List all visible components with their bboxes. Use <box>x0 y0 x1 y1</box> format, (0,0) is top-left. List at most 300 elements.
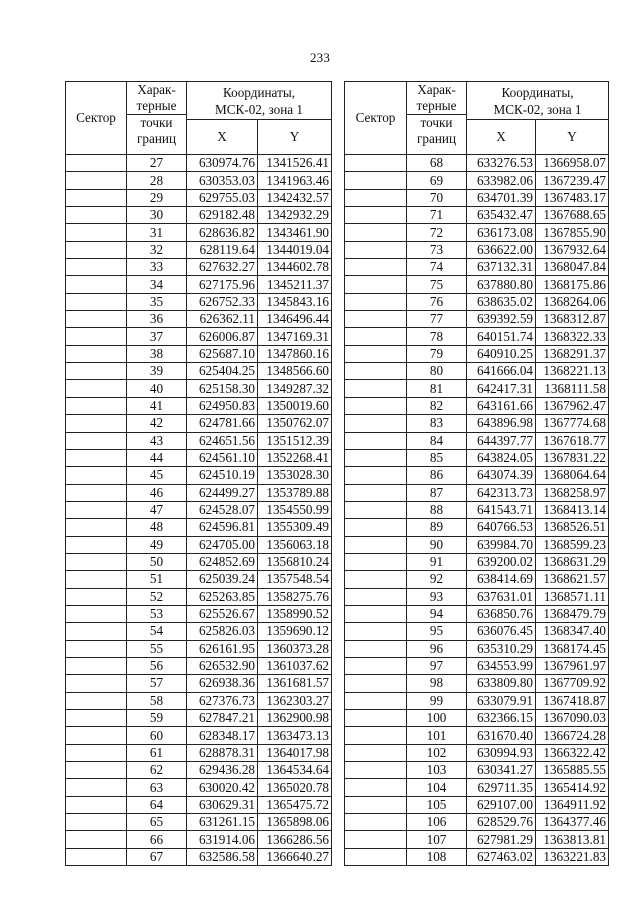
cell-y: 1347860.16 <box>258 345 332 362</box>
cell-point-number: 74 <box>407 259 467 276</box>
table-row <box>345 449 609 466</box>
cell-point-number: 72 <box>407 224 467 241</box>
cell-x: 630341.27 <box>467 762 536 779</box>
table-row <box>66 259 332 276</box>
table-row <box>66 848 332 865</box>
cell-y: 1364377.46 <box>536 814 609 831</box>
table-row <box>66 536 332 553</box>
cell-sector <box>66 432 127 449</box>
cell-x: 629711.35 <box>467 779 536 796</box>
table-row <box>345 710 609 727</box>
cell-point-number: 98 <box>407 675 467 692</box>
header-x: X <box>187 120 258 155</box>
cell-point-number: 69 <box>407 172 467 189</box>
cell-y: 1366958.07 <box>536 155 609 172</box>
cell-sector <box>345 571 407 588</box>
cell-y: 1367831.22 <box>536 449 609 466</box>
cell-point-number: 103 <box>407 762 467 779</box>
cell-y: 1345843.16 <box>258 293 332 310</box>
table-row <box>345 814 609 831</box>
cell-sector <box>345 380 407 397</box>
table-row <box>345 311 609 328</box>
cell-point-number: 91 <box>407 553 467 570</box>
cell-x: 624852.69 <box>187 553 258 570</box>
table-row <box>345 657 609 674</box>
table-row <box>66 831 332 848</box>
cell-y: 1368322.33 <box>536 328 609 345</box>
cell-x: 643161.66 <box>467 397 536 414</box>
header-sector: Сектор <box>66 82 127 155</box>
header-coordinates-line2: МСК-02, зона 1 <box>214 101 304 117</box>
table-row <box>66 519 332 536</box>
header-coordinates <box>187 82 332 120</box>
cell-x: 625158.30 <box>187 380 258 397</box>
cell-point-number: 41 <box>127 397 187 414</box>
cell-x: 624596.81 <box>187 519 258 536</box>
coordinates-table-right <box>344 81 609 866</box>
cell-y: 1365414.92 <box>536 779 609 796</box>
cell-point-number: 67 <box>127 848 187 865</box>
cell-point-number: 34 <box>127 276 187 293</box>
table-row <box>345 207 609 224</box>
cell-x: 637132.31 <box>467 259 536 276</box>
cell-x: 624510.19 <box>187 467 258 484</box>
cell-y: 1367962.47 <box>536 397 609 414</box>
cell-y: 1346496.44 <box>258 311 332 328</box>
table-row <box>345 155 609 172</box>
cell-x: 626006.87 <box>187 328 258 345</box>
cell-sector <box>66 762 127 779</box>
cell-y: 1368221.13 <box>536 363 609 380</box>
table-row <box>345 744 609 761</box>
cell-x: 632366.15 <box>467 710 536 727</box>
cell-y: 1351512.39 <box>258 432 332 449</box>
cell-sector <box>66 415 127 432</box>
cell-y: 1368621.57 <box>536 571 609 588</box>
cell-x: 626938.36 <box>187 675 258 692</box>
cell-sector <box>345 831 407 848</box>
cell-x: 644397.77 <box>467 432 536 449</box>
table-row <box>66 727 332 744</box>
cell-sector <box>345 224 407 241</box>
cell-x: 637880.80 <box>467 276 536 293</box>
cell-x: 638635.02 <box>467 293 536 310</box>
table-row <box>345 848 609 865</box>
cell-point-number: 79 <box>407 345 467 362</box>
cell-sector <box>345 172 407 189</box>
cell-y: 1368526.51 <box>536 519 609 536</box>
header-x: X <box>467 120 536 155</box>
cell-sector <box>345 796 407 813</box>
table-row <box>345 692 609 709</box>
cell-sector <box>345 605 407 622</box>
table-row <box>345 189 609 206</box>
header-point-type <box>127 82 187 155</box>
cell-x: 629436.28 <box>187 762 258 779</box>
cell-point-number: 57 <box>127 675 187 692</box>
coordinates-table-left <box>65 81 332 866</box>
cell-x: 635432.47 <box>467 207 536 224</box>
cell-x: 629755.03 <box>187 189 258 206</box>
table-row <box>345 762 609 779</box>
cell-x: 624561.10 <box>187 449 258 466</box>
cell-y: 1368174.45 <box>536 640 609 657</box>
cell-y: 1368064.64 <box>536 467 609 484</box>
table-row <box>345 224 609 241</box>
cell-point-number: 30 <box>127 207 187 224</box>
cell-y: 1366286.56 <box>258 831 332 848</box>
cell-point-number: 39 <box>127 363 187 380</box>
cell-point-number: 48 <box>127 519 187 536</box>
cell-y: 1344019.04 <box>258 241 332 258</box>
cell-x: 630629.31 <box>187 796 258 813</box>
table-row <box>66 796 332 813</box>
table-row <box>66 623 332 640</box>
header-point-type-line2: терные <box>136 98 177 113</box>
cell-sector <box>345 311 407 328</box>
cell-y: 1367855.90 <box>536 224 609 241</box>
cell-point-number: 58 <box>127 692 187 709</box>
cell-sector <box>66 311 127 328</box>
cell-y: 1368312.87 <box>536 311 609 328</box>
cell-y: 1343461.90 <box>258 224 332 241</box>
cell-point-number: 84 <box>407 432 467 449</box>
cell-y: 1368479.79 <box>536 605 609 622</box>
cell-y: 1368258.97 <box>536 484 609 501</box>
table-row <box>345 519 609 536</box>
cell-x: 635310.29 <box>467 640 536 657</box>
cell-point-number: 100 <box>407 710 467 727</box>
cell-point-number: 106 <box>407 814 467 831</box>
cell-sector <box>66 484 127 501</box>
cell-sector <box>345 484 407 501</box>
table-row <box>345 675 609 692</box>
cell-sector <box>66 259 127 276</box>
cell-y: 1363813.81 <box>536 831 609 848</box>
cell-point-number: 104 <box>407 779 467 796</box>
table-row <box>66 432 332 449</box>
cell-x: 642417.31 <box>467 380 536 397</box>
cell-sector <box>345 553 407 570</box>
cell-x: 636622.00 <box>467 241 536 258</box>
table-row <box>345 276 609 293</box>
cell-sector <box>345 848 407 865</box>
cell-y: 1367239.47 <box>536 172 609 189</box>
cell-y: 1348566.60 <box>258 363 332 380</box>
table-row <box>345 467 609 484</box>
cell-y: 1368291.37 <box>536 345 609 362</box>
table-row <box>66 744 332 761</box>
table-row <box>345 536 609 553</box>
cell-point-number: 45 <box>127 467 187 484</box>
cell-sector <box>345 744 407 761</box>
cell-point-number: 52 <box>127 588 187 605</box>
cell-y: 1366640.27 <box>258 848 332 865</box>
cell-x: 627463.02 <box>467 848 536 865</box>
cell-point-number: 65 <box>127 814 187 831</box>
cell-x: 638414.69 <box>467 571 536 588</box>
cell-x: 624651.56 <box>187 432 258 449</box>
table-row <box>66 276 332 293</box>
cell-point-number: 64 <box>127 796 187 813</box>
cell-point-number: 82 <box>407 397 467 414</box>
table-row <box>66 380 332 397</box>
cell-y: 1365898.06 <box>258 814 332 831</box>
cell-y: 1368571.11 <box>536 588 609 605</box>
table-row <box>66 779 332 796</box>
cell-y: 1355309.49 <box>258 519 332 536</box>
cell-x: 625826.03 <box>187 623 258 640</box>
cell-point-number: 85 <box>407 449 467 466</box>
cell-y: 1368599.23 <box>536 536 609 553</box>
cell-x: 633276.53 <box>467 155 536 172</box>
cell-y: 1367709.92 <box>536 675 609 692</box>
header-point-type-line4: границ <box>136 131 177 146</box>
table-row <box>345 432 609 449</box>
cell-y: 1364017.98 <box>258 744 332 761</box>
cell-sector <box>345 467 407 484</box>
cell-y: 1358990.52 <box>258 605 332 622</box>
cell-point-number: 42 <box>127 415 187 432</box>
cell-x: 628348.17 <box>187 727 258 744</box>
cell-y: 1347169.31 <box>258 328 332 345</box>
header-coordinates <box>467 82 609 120</box>
cell-y: 1362900.98 <box>258 710 332 727</box>
cell-x: 631261.15 <box>187 814 258 831</box>
cell-point-number: 29 <box>127 189 187 206</box>
cell-sector <box>66 605 127 622</box>
table-body-right <box>345 155 609 866</box>
cell-sector <box>66 449 127 466</box>
table-row <box>345 345 609 362</box>
table-body-left <box>66 155 332 866</box>
cell-sector <box>66 328 127 345</box>
cell-sector <box>66 623 127 640</box>
cell-sector <box>66 796 127 813</box>
table-row <box>66 553 332 570</box>
cell-point-number: 70 <box>407 189 467 206</box>
cell-sector <box>345 519 407 536</box>
cell-sector <box>66 814 127 831</box>
table-row <box>66 762 332 779</box>
cell-sector <box>345 207 407 224</box>
cell-point-number: 88 <box>407 501 467 518</box>
cell-x: 628119.64 <box>187 241 258 258</box>
cell-y: 1353028.30 <box>258 467 332 484</box>
cell-sector <box>345 432 407 449</box>
cell-y: 1344602.78 <box>258 259 332 276</box>
table-row <box>345 484 609 501</box>
cell-y: 1367932.64 <box>536 241 609 258</box>
cell-sector <box>345 623 407 640</box>
cell-point-number: 35 <box>127 293 187 310</box>
cell-x: 630994.93 <box>467 744 536 761</box>
cell-x: 624781.66 <box>187 415 258 432</box>
cell-sector <box>345 155 407 172</box>
table-row <box>345 605 609 622</box>
cell-sector <box>66 519 127 536</box>
cell-sector <box>345 259 407 276</box>
cell-y: 1365475.72 <box>258 796 332 813</box>
cell-y: 1368175.86 <box>536 276 609 293</box>
cell-y: 1350019.60 <box>258 397 332 414</box>
cell-sector <box>345 397 407 414</box>
cell-sector <box>66 692 127 709</box>
cell-x: 626752.33 <box>187 293 258 310</box>
table-row <box>345 293 609 310</box>
cell-x: 626362.11 <box>187 311 258 328</box>
cell-sector <box>66 345 127 362</box>
cell-point-number: 97 <box>407 657 467 674</box>
cell-x: 627847.21 <box>187 710 258 727</box>
cell-y: 1365885.55 <box>536 762 609 779</box>
table-row <box>345 363 609 380</box>
cell-point-number: 94 <box>407 605 467 622</box>
cell-y: 1360373.28 <box>258 640 332 657</box>
header-point-type <box>407 82 467 155</box>
cell-sector <box>345 536 407 553</box>
table-row <box>66 363 332 380</box>
cell-y: 1349287.32 <box>258 380 332 397</box>
header-point-type-line4: границ <box>416 131 457 146</box>
table-row <box>345 623 609 640</box>
cell-sector <box>345 692 407 709</box>
cell-point-number: 38 <box>127 345 187 362</box>
cell-x: 642313.73 <box>467 484 536 501</box>
cell-x: 629107.00 <box>467 796 536 813</box>
cell-x: 630353.03 <box>187 172 258 189</box>
cell-sector <box>66 831 127 848</box>
cell-sector <box>345 415 407 432</box>
cell-point-number: 56 <box>127 657 187 674</box>
cell-x: 625687.10 <box>187 345 258 362</box>
cell-sector <box>66 675 127 692</box>
cell-x: 641666.04 <box>467 363 536 380</box>
cell-point-number: 31 <box>127 224 187 241</box>
table-row <box>345 380 609 397</box>
cell-sector <box>66 363 127 380</box>
header-point-type-line3: точки <box>407 114 466 131</box>
header-point-type-line3: точки <box>127 114 186 131</box>
cell-sector <box>345 345 407 362</box>
table-row <box>66 155 332 172</box>
table-row <box>66 397 332 414</box>
cell-point-number: 105 <box>407 796 467 813</box>
cell-sector <box>345 241 407 258</box>
cell-sector <box>66 744 127 761</box>
table-row <box>345 640 609 657</box>
table-row <box>345 397 609 414</box>
cell-point-number: 108 <box>407 848 467 865</box>
cell-x: 634553.99 <box>467 657 536 674</box>
cell-sector <box>66 276 127 293</box>
table-row <box>345 241 609 258</box>
table-row <box>66 675 332 692</box>
cell-point-number: 83 <box>407 415 467 432</box>
cell-point-number: 102 <box>407 744 467 761</box>
cell-point-number: 76 <box>407 293 467 310</box>
cell-sector <box>66 172 127 189</box>
cell-point-number: 68 <box>407 155 467 172</box>
cell-point-number: 96 <box>407 640 467 657</box>
cell-y: 1367418.87 <box>536 692 609 709</box>
cell-sector <box>66 727 127 744</box>
cell-y: 1367688.65 <box>536 207 609 224</box>
cell-x: 640766.53 <box>467 519 536 536</box>
cell-point-number: 53 <box>127 605 187 622</box>
cell-y: 1354550.99 <box>258 501 332 518</box>
header-y: Y <box>258 120 332 155</box>
cell-y: 1366724.28 <box>536 727 609 744</box>
cell-x: 639200.02 <box>467 553 536 570</box>
cell-x: 627175.96 <box>187 276 258 293</box>
cell-point-number: 81 <box>407 380 467 397</box>
cell-x: 633982.06 <box>467 172 536 189</box>
table-row <box>345 415 609 432</box>
cell-point-number: 46 <box>127 484 187 501</box>
cell-x: 624528.07 <box>187 501 258 518</box>
cell-y: 1341526.41 <box>258 155 332 172</box>
cell-point-number: 49 <box>127 536 187 553</box>
cell-x: 624499.27 <box>187 484 258 501</box>
cell-x: 627632.27 <box>187 259 258 276</box>
table-row <box>345 588 609 605</box>
cell-point-number: 86 <box>407 467 467 484</box>
cell-y: 1368347.40 <box>536 623 609 640</box>
header-point-type-line2: терные <box>416 98 457 113</box>
table-row <box>66 241 332 258</box>
cell-point-number: 87 <box>407 484 467 501</box>
cell-sector <box>345 657 407 674</box>
cell-sector <box>345 675 407 692</box>
cell-point-number: 77 <box>407 311 467 328</box>
table-row <box>345 501 609 518</box>
cell-sector <box>66 640 127 657</box>
cell-sector <box>345 762 407 779</box>
cell-x: 640151.74 <box>467 328 536 345</box>
cell-y: 1356063.18 <box>258 536 332 553</box>
cell-y: 1350762.07 <box>258 415 332 432</box>
cell-y: 1353789.88 <box>258 484 332 501</box>
table-row <box>66 571 332 588</box>
cell-x: 639984.70 <box>467 536 536 553</box>
table-row <box>66 814 332 831</box>
cell-y: 1357548.54 <box>258 571 332 588</box>
header-y: Y <box>536 120 609 155</box>
table-row <box>345 571 609 588</box>
cell-sector <box>345 449 407 466</box>
cell-y: 1342932.29 <box>258 207 332 224</box>
header-coordinates-line1: Координаты, <box>222 84 295 100</box>
cell-x: 636076.45 <box>467 623 536 640</box>
cell-point-number: 80 <box>407 363 467 380</box>
cell-point-number: 33 <box>127 259 187 276</box>
cell-x: 643074.39 <box>467 467 536 484</box>
cell-point-number: 78 <box>407 328 467 345</box>
cell-sector <box>66 779 127 796</box>
cell-sector <box>66 380 127 397</box>
cell-y: 1365020.78 <box>258 779 332 796</box>
table-row <box>66 588 332 605</box>
table-row <box>345 796 609 813</box>
cell-sector <box>345 501 407 518</box>
cell-y: 1345211.37 <box>258 276 332 293</box>
cell-point-number: 63 <box>127 779 187 796</box>
cell-sector <box>345 189 407 206</box>
cell-y: 1367774.68 <box>536 415 609 432</box>
cell-y: 1367618.77 <box>536 432 609 449</box>
cell-x: 632586.58 <box>187 848 258 865</box>
